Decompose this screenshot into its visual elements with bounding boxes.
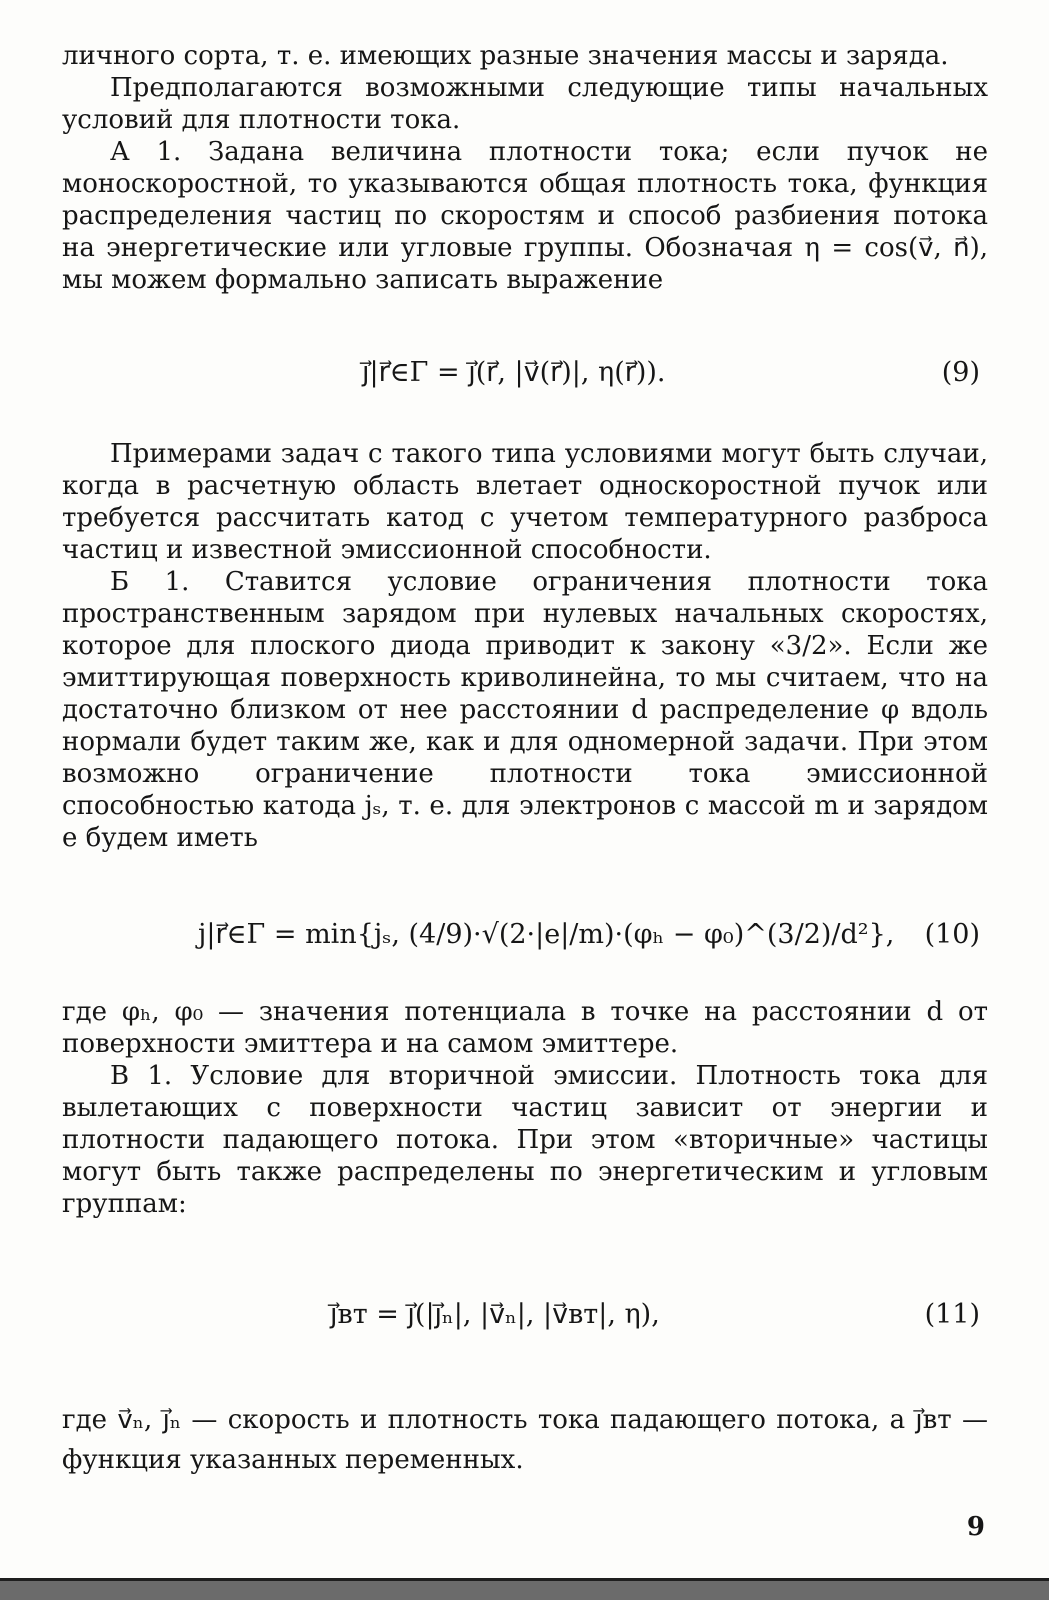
paragraph-b1-where: где φₕ, φ₀ — значения потенциала в точке на расстоянии d от поверхности эмиттера и на самом эмиттере. bbox=[62, 997, 988, 1059]
equation-11-number: (11) bbox=[924, 1299, 980, 1330]
paragraph-continuation: личного сорта, т. е. имеющих разные значения массы и заряда. bbox=[62, 41, 949, 71]
paragraph-v1-where: где v⃗ₙ, j⃗ₙ — скорость и плотность тока падающего потока, а j⃗вт — функция указанных переменных. bbox=[62, 1405, 988, 1475]
scan-bottom-band bbox=[0, 1581, 1049, 1600]
paragraph-v1: В 1. Условие для вторичной эмиссии. Плотность тока для вылетающих с поверхности частиц зависит от энергии и плотности падающего потока. При этом «вторичные» частицы могут быть также распределены по энергетическим и угловым группам: bbox=[62, 1061, 988, 1219]
paragraph-b1: Б 1. Ставится условие ограничения плотности тока пространственным зарядом при нулевых начальных скоростях, которое для плоского диода приводит к закону «3/2». Если же эмиттирующая поверхность криволинейна, то мы считаем, что на достаточно близком от нее расстоянии d распределение φ вдоль нормали будет таким же, как и для одномерной задачи. При этом возможно ограничение плотности тока эмиссионной способностью катода jₛ, т. е. для электронов с массой m и зарядом e будем иметь bbox=[62, 567, 988, 853]
paragraph-initial-conditions-intro: Предполагаются возможными следующие типы начальных условий для плотности тока. bbox=[62, 73, 988, 135]
paragraph-a1-examples: Примерами задач с такого типа условиями могут быть случаи, когда в расчетную область влетает односкоростной пучок или требуется рассчитать катод с учетом температурного разброса частиц и известной эмиссионной способности. bbox=[62, 439, 988, 565]
equation-9-number: (9) bbox=[941, 357, 980, 388]
equation-9-formula: j⃗|r⃗∈Γ = j⃗(r⃗, |v⃗(r⃗)|, η(r⃗)). bbox=[362, 357, 666, 388]
page-number: 9 bbox=[966, 1512, 985, 1542]
equation-10-formula: j|r⃗∈Γ = min{jₛ, (4/9)·√(2·|e|/m)·(φₕ − φ₀)^(3/2)/d²}, bbox=[198, 919, 895, 950]
equation-10-number: (10) bbox=[924, 919, 980, 950]
paragraph-a1: А 1. Задана величина плотности тока; если пучок не моноскоростной, то указываются общая плотность тока, функция распределения частиц по скоростям и способ разбиения потока на энергетические или угловые группы. Обозначая η = cos(v⃗, n⃗), мы можем формально записать выражение bbox=[62, 137, 988, 295]
equation-11-formula: j⃗вт = j⃗(|j⃗ₙ|, |v⃗ₙ|, |v⃗вт|, η), bbox=[330, 1299, 660, 1330]
